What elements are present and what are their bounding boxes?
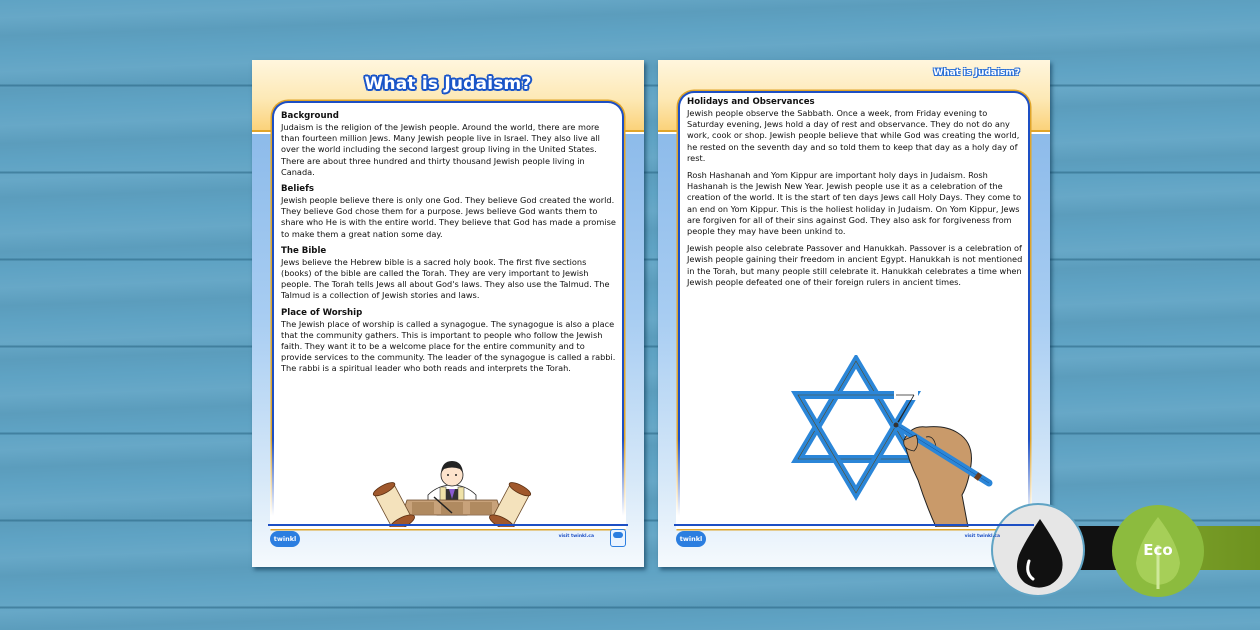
right-page bbox=[658, 60, 1050, 567]
twinkl-logo: twinkl bbox=[676, 531, 706, 547]
torah-scroll-illustration bbox=[352, 455, 552, 527]
section-holidays bbox=[687, 97, 1024, 164]
footer-line bbox=[268, 524, 628, 526]
section-rosh-hashanah bbox=[687, 170, 1024, 237]
section-body: Jewish people also celebrate Passover and Hanukkah. Passover is a celebration of Jewish people gaining their freedom in ancient Egypt. Hanukkah is not mentioned in the Torah, but many people still celebrate it. Hanukkah celebrates a time when Jewish people defeated one of their foreign rulers in ancient times. bbox=[687, 243, 1023, 287]
section-body: Jewish people observe the Sabbath. Once a week, from Friday evening to Saturday evening, Jews hold a day of rest and observance. They do not do any work, cook or shop. Jewish people believe that while God was creating the world, he rested on the seventh day and so told them to keep that day as a holy day of rest. bbox=[687, 108, 1020, 163]
ink-saver-badge bbox=[993, 505, 1083, 595]
section-heading: The Bible bbox=[281, 245, 327, 256]
section-heading: Beliefs bbox=[281, 184, 314, 195]
section-beliefs bbox=[281, 184, 618, 240]
visit-link[interactable]: visit twinkl.ca bbox=[964, 534, 1000, 539]
text-area bbox=[281, 111, 618, 381]
eco-badge bbox=[1112, 505, 1204, 597]
section-bible bbox=[281, 246, 618, 302]
section-background bbox=[281, 111, 618, 178]
twinkl-logo: twinkl bbox=[270, 531, 300, 547]
ink-drop-icon bbox=[993, 505, 1083, 595]
section-body: Rosh Hashanah and Yom Kippur are important holy days in Judaism. Rosh Hashanah is the Jewish New Year. Jewish people use it as a celebration of the creation of the world. It is the start of ten days Jews call Holy Days. They come to an end on Yom Kippur. This is the holiest holiday in Judaism. On Yom Kippur, Jews are forgiven for all of their sins against God. They also ask for forgiveness from people they may have been unkind to. bbox=[687, 170, 1022, 237]
section-passover bbox=[687, 243, 1024, 288]
section-body: Judaism is the religion of the Jewish people. Around the world, there are more than fourteen million Jews. Many Jewish people live in Israel. They also live all over the world including the second largest group living in the United States. There are about three hundred and thirty thousand Jewish people living in Canada. bbox=[281, 122, 600, 177]
section-heading: Background bbox=[281, 111, 339, 121]
left-page bbox=[252, 60, 644, 567]
page-header-title: What is Judaism? bbox=[933, 68, 1020, 78]
twinkl-badge-icon bbox=[610, 529, 626, 547]
star-of-david-illustration bbox=[786, 355, 1006, 527]
section-body: Jews believe the Hebrew bible is a sacred holy book. The first five sections (books) of the bible are called the Torah. They are very important to Jewish people. The Torah tells Jews all about God's laws. They also use the Talmud. The Talmud is a collection of Jewish stories and laws. bbox=[281, 256, 610, 301]
section-body: The Jewish place of worship is called a synagogue. The synagogue is also a place that the community gathers. This is important to people who follow the Jewish faith. They want it to be a welcome place for the entire community and to provide services to the community. The leader of the synagogue is called a rabbi. The rabbi is a spiritual leader who both reads and interprets the Torah. bbox=[281, 318, 616, 374]
page-title: What is Judaism? bbox=[364, 74, 532, 94]
footer-line bbox=[674, 524, 1034, 526]
text-area bbox=[687, 97, 1024, 294]
eco-label: Eco bbox=[1143, 541, 1173, 559]
section-heading: Holidays and Observances bbox=[687, 97, 815, 107]
visit-link[interactable]: visit twinkl.ca bbox=[558, 534, 594, 539]
section-worship bbox=[281, 308, 618, 375]
section-body: Jewish people believe there is only one God. They believe God created the world. They believe God chose them for a purpose. Jews believe God wants them to share who He is with the entire world. They believe that God has made a promise to make them a great nation some day. bbox=[281, 195, 616, 239]
section-heading: Place of Worship bbox=[281, 307, 363, 318]
